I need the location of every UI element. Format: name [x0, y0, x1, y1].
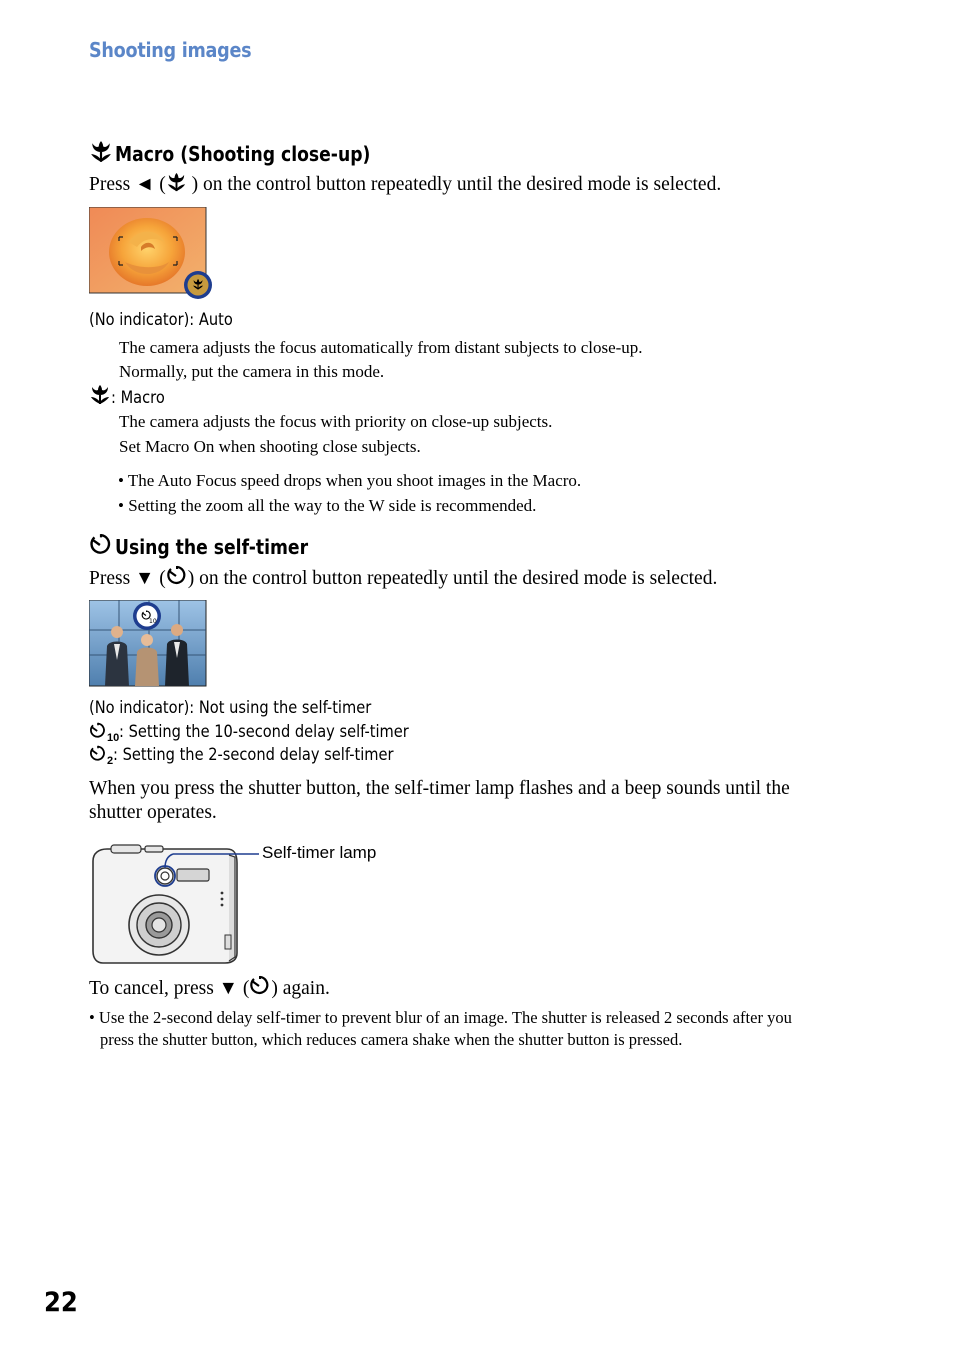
- selftimer-instruction-part-a: Press ▼ (: [89, 568, 166, 589]
- macro-note-1: • The Auto Focus speed drops when you shoot images in the Macro.: [118, 471, 582, 490]
- selftimer-instruction-part-b: ) on the control button repeatedly until the desired mode is selected.: [187, 568, 718, 589]
- page-header: Shooting images: [89, 38, 252, 62]
- selftimer-heading-text: Using the self-timer: [115, 535, 309, 559]
- selftimer-heading: [89, 533, 342, 559]
- macro-note-2: • Setting the zoom all the way to the W side is recommended.: [118, 496, 537, 515]
- selftimer-instruction: [89, 565, 717, 590]
- selftimer-inline-icon: [166, 565, 188, 587]
- macro-instruction-part-b: ) on the control button repeatedly until the desired mode is selected.: [191, 174, 722, 195]
- selftimer-sample-photo: [89, 600, 207, 688]
- macro-heading: [89, 140, 414, 166]
- macro-item-macro: [89, 384, 174, 408]
- selftimer-item-2s-label: : Setting the 2-second delay self-timer: [113, 745, 394, 765]
- selftimer-paragraph-1: When you press the shutter button, the self-timer lamp flashes and a beep sounds until the: [89, 778, 790, 799]
- selftimer-note-2: press the shutter button, which reduces camera shake when the shutter button is pressed.: [100, 1030, 683, 1049]
- macro-sample-photo: [89, 207, 207, 295]
- macro-icon: [89, 140, 113, 164]
- macro-small-icon: [89, 384, 111, 406]
- macro-instruction: [89, 172, 721, 196]
- selftimer-item-10s-label: : Setting the 10-second delay self-timer: [119, 722, 410, 742]
- macro-inline-icon: [166, 172, 187, 193]
- timer-10s-icon: [89, 722, 107, 740]
- svg-text:10: 10: [149, 618, 157, 625]
- page-number: 22: [44, 1287, 78, 1318]
- macro-item-macro-desc-1: The camera adjusts the focus with priority on close-up subjects.: [119, 412, 553, 431]
- cancel-instruction-part-b: ) again.: [271, 978, 330, 999]
- macro-instruction-part-a: Press ◄ (: [89, 174, 166, 195]
- cancel-timer-icon: [249, 975, 271, 997]
- timer-2s-icon: [89, 745, 107, 763]
- selftimer-item-10s: [89, 722, 456, 744]
- selftimer-paragraph-2: shutter operates.: [89, 802, 217, 823]
- timer-2s-subscript: 2: [107, 755, 114, 767]
- selftimer-icon: [89, 533, 113, 557]
- macro-item-auto-desc-1: The camera adjusts the focus automatically from distant subjects to close-up.: [119, 338, 643, 357]
- cancel-instruction: [89, 975, 330, 1000]
- macro-item-auto-label: (No indicator): Auto: [89, 310, 233, 330]
- selftimer-item-none: (No indicator): Not using the self-timer: [89, 698, 372, 718]
- macro-item-macro-desc-2: Set Macro On when shooting close subjects.: [119, 437, 421, 456]
- selftimer-item-2s: [89, 745, 439, 767]
- selftimer-note-1: • Use the 2-second delay self-timer to prevent blur of an image. The shutter is released 2 seconds after you: [89, 1008, 792, 1027]
- timer-10s-subscript: 10: [107, 732, 120, 744]
- macro-item-auto-desc-2: Normally, put the camera in this mode.: [119, 362, 385, 381]
- self-timer-lamp-callout: Self-timer lamp: [262, 843, 377, 862]
- macro-item-macro-label: : Macro: [111, 388, 165, 408]
- cancel-instruction-part-a: To cancel, press ▼ (: [89, 978, 250, 999]
- macro-heading-text: Macro (Shooting close-up): [115, 142, 371, 166]
